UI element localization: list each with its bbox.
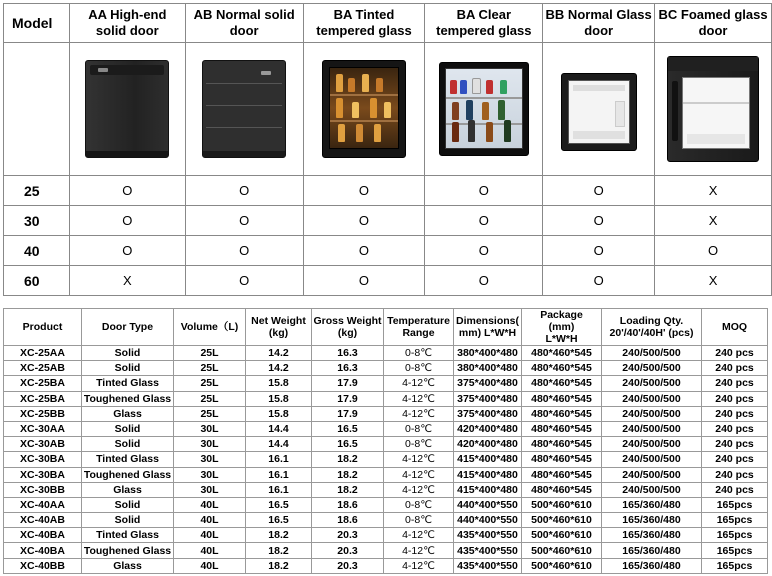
temperature-cell: 4-12℃ [384, 391, 454, 406]
availability-cell: O [425, 236, 543, 266]
package-cell: 500*460*610 [522, 497, 602, 512]
table-row [4, 406, 768, 421]
package-cell: 480*460*545 [522, 391, 602, 406]
column-header-ab: AB Normal solid door [185, 4, 303, 43]
column-header-bc: BC Foamed glass door [655, 4, 772, 43]
column-header-ba-tinted: BA Tinted tempered glass [303, 4, 425, 43]
product-cell: XC-40BA [4, 543, 82, 558]
temperature-cell: 0-8℃ [384, 421, 454, 436]
package-cell: 480*460*545 [522, 421, 602, 436]
table-row [4, 482, 768, 497]
gross-weight-cell: 17.9 [312, 391, 384, 406]
temperature-cell: 4-12℃ [384, 376, 454, 391]
net-weight-cell: 15.8 [246, 376, 312, 391]
fridge-solid-door-icon [185, 43, 303, 176]
door-type-cell: Solid [82, 346, 174, 361]
temperature-cell: 0-8℃ [384, 346, 454, 361]
door-type-cell: Solid [82, 421, 174, 436]
moq-cell: 240 pcs [702, 421, 768, 436]
volume-cell: 40L [174, 528, 246, 543]
column-header-aa: AA High-end solid door [69, 4, 185, 43]
net-weight-cell: 14.4 [246, 437, 312, 452]
loading-qty-cell: 165/360/480 [602, 528, 702, 543]
matrix-row-40 [4, 236, 772, 266]
matrix-header-row [4, 4, 772, 43]
fridge-solid-door-icon [69, 43, 185, 176]
net-weight-cell: 14.2 [246, 361, 312, 376]
door-type-cell: Tinted Glass [82, 452, 174, 467]
header-net-weight: Net Weight (kg) [246, 309, 312, 346]
volume-cell: 40L [174, 513, 246, 528]
gross-weight-cell: 17.9 [312, 406, 384, 421]
header-volume: Volume（L) [174, 309, 246, 346]
table-row [4, 421, 768, 436]
volume-cell: 30L [174, 467, 246, 482]
door-type-cell: Solid [82, 513, 174, 528]
gross-weight-cell: 20.3 [312, 558, 384, 573]
product-cell: XC-30BA [4, 452, 82, 467]
availability-cell: O [425, 176, 543, 206]
gross-weight-cell: 16.5 [312, 421, 384, 436]
net-weight-cell: 15.8 [246, 391, 312, 406]
temperature-cell: 4-12℃ [384, 543, 454, 558]
moq-cell: 240 pcs [702, 437, 768, 452]
gross-weight-cell: 16.3 [312, 361, 384, 376]
availability-cell: O [425, 266, 543, 296]
header-moq: MOQ [702, 309, 768, 346]
availability-cell: O [543, 266, 655, 296]
table-row [4, 528, 768, 543]
net-weight-cell: 16.1 [246, 452, 312, 467]
availability-cell: O [425, 206, 543, 236]
temperature-cell: 4-12℃ [384, 528, 454, 543]
product-cell: XC-30BB [4, 482, 82, 497]
dimensions-cell: 420*400*480 [454, 437, 522, 452]
column-header-bb: BB Normal Glass door [543, 4, 655, 43]
gross-weight-cell: 16.3 [312, 346, 384, 361]
gross-weight-cell: 18.2 [312, 452, 384, 467]
availability-cell: O [69, 176, 185, 206]
temperature-cell: 4-12℃ [384, 558, 454, 573]
dimensions-cell: 415*400*480 [454, 452, 522, 467]
availability-cell: O [543, 236, 655, 266]
temperature-cell: 4-12℃ [384, 467, 454, 482]
gross-weight-cell: 20.3 [312, 543, 384, 558]
table-row [4, 376, 768, 391]
dimensions-cell: 375*400*480 [454, 391, 522, 406]
table-row [4, 467, 768, 482]
matrix-row-25 [4, 176, 772, 206]
loading-qty-cell: 165/360/480 [602, 497, 702, 512]
temperature-cell: 4-12℃ [384, 452, 454, 467]
availability-cell: O [543, 176, 655, 206]
dimensions-cell: 380*400*480 [454, 346, 522, 361]
volume-cell: 25L [174, 376, 246, 391]
fridge-tinted-glass-icon [303, 43, 425, 176]
net-weight-cell: 16.5 [246, 513, 312, 528]
volume-cell: 40L [174, 543, 246, 558]
availability-cell: O [303, 206, 425, 236]
temperature-cell: 0-8℃ [384, 361, 454, 376]
volume-cell: 25L [174, 391, 246, 406]
moq-cell: 240 pcs [702, 346, 768, 361]
availability-cell: O [655, 236, 772, 266]
table-row [4, 543, 768, 558]
net-weight-cell: 16.5 [246, 497, 312, 512]
availability-cell: X [655, 266, 772, 296]
table-row [4, 391, 768, 406]
dimensions-cell: 440*400*550 [454, 497, 522, 512]
availability-cell: O [185, 266, 303, 296]
fridge-clear-glass-icon [425, 43, 543, 176]
product-cell: XC-30AA [4, 421, 82, 436]
moq-cell: 240 pcs [702, 361, 768, 376]
dimensions-cell: 375*400*480 [454, 376, 522, 391]
volume-cell: 30L [174, 482, 246, 497]
volume-cell: 30L [174, 452, 246, 467]
product-cell: XC-25BA [4, 391, 82, 406]
loading-qty-cell: 240/500/500 [602, 482, 702, 497]
product-cell: XC-40AA [4, 497, 82, 512]
package-cell: 480*460*545 [522, 437, 602, 452]
dimensions-cell: 375*400*480 [454, 406, 522, 421]
package-cell: 480*460*545 [522, 406, 602, 421]
net-weight-cell: 18.2 [246, 528, 312, 543]
gross-weight-cell: 17.9 [312, 376, 384, 391]
header-temperature-range: Temperature Range [384, 309, 454, 346]
net-weight-cell: 14.4 [246, 421, 312, 436]
table-row [4, 346, 768, 361]
table-row [4, 497, 768, 512]
availability-cell: O [69, 236, 185, 266]
dimensions-cell: 420*400*480 [454, 421, 522, 436]
net-weight-cell: 16.1 [246, 467, 312, 482]
specification-table [3, 308, 768, 574]
moq-cell: 165pcs [702, 543, 768, 558]
moq-cell: 240 pcs [702, 406, 768, 421]
product-cell: XC-25AB [4, 361, 82, 376]
volume-cell: 25L [174, 346, 246, 361]
moq-cell: 240 pcs [702, 452, 768, 467]
table-row [4, 558, 768, 573]
model-header: Model [4, 4, 70, 43]
door-type-cell: Tinted Glass [82, 528, 174, 543]
model-cell: 30 [4, 206, 70, 236]
loading-qty-cell: 240/500/500 [602, 452, 702, 467]
product-image-row [4, 43, 772, 176]
model-door-matrix [3, 3, 772, 296]
availability-cell: X [655, 206, 772, 236]
dimensions-cell: 380*400*480 [454, 361, 522, 376]
package-cell: 500*460*610 [522, 558, 602, 573]
door-type-cell: Glass [82, 558, 174, 573]
package-cell: 500*460*610 [522, 528, 602, 543]
table-row [4, 452, 768, 467]
header-gross-weight: Gross Weight (kg) [312, 309, 384, 346]
table-row [4, 513, 768, 528]
package-cell: 480*460*545 [522, 346, 602, 361]
dimensions-cell: 415*400*480 [454, 467, 522, 482]
door-type-cell: Tinted Glass [82, 376, 174, 391]
availability-cell: O [185, 176, 303, 206]
dimensions-cell: 415*400*480 [454, 482, 522, 497]
package-cell: 480*460*545 [522, 467, 602, 482]
table-row [4, 437, 768, 452]
volume-cell: 40L [174, 497, 246, 512]
model-cell: 40 [4, 236, 70, 266]
temperature-cell: 4-12℃ [384, 406, 454, 421]
fridge-open-interior-icon [543, 43, 655, 176]
door-type-cell: Toughened Glass [82, 467, 174, 482]
dimensions-cell: 435*400*550 [454, 528, 522, 543]
door-type-cell: Solid [82, 361, 174, 376]
temperature-cell: 0-8℃ [384, 437, 454, 452]
volume-cell: 25L [174, 361, 246, 376]
loading-qty-cell: 165/360/480 [602, 543, 702, 558]
net-weight-cell: 15.8 [246, 406, 312, 421]
loading-qty-cell: 240/500/500 [602, 346, 702, 361]
loading-qty-cell: 240/500/500 [602, 421, 702, 436]
net-weight-cell: 14.2 [246, 346, 312, 361]
product-cell: XC-25AA [4, 346, 82, 361]
gross-weight-cell: 18.2 [312, 482, 384, 497]
product-cell: XC-30AB [4, 437, 82, 452]
empty-cell [4, 43, 70, 176]
availability-cell: O [185, 206, 303, 236]
volume-cell: 25L [174, 406, 246, 421]
spec-body [4, 346, 768, 574]
door-type-cell: Solid [82, 497, 174, 512]
package-cell: 500*460*610 [522, 543, 602, 558]
gross-weight-cell: 16.5 [312, 437, 384, 452]
gross-weight-cell: 18.6 [312, 513, 384, 528]
moq-cell: 240 pcs [702, 376, 768, 391]
dimensions-cell: 435*400*550 [454, 543, 522, 558]
loading-qty-cell: 240/500/500 [602, 361, 702, 376]
door-type-cell: Toughened Glass [82, 543, 174, 558]
net-weight-cell: 18.2 [246, 543, 312, 558]
package-cell: 480*460*545 [522, 376, 602, 391]
gross-weight-cell: 20.3 [312, 528, 384, 543]
header-dimensions: Dimensions( mm) L*W*H [454, 309, 522, 346]
moq-cell: 240 pcs [702, 467, 768, 482]
package-cell: 480*460*545 [522, 482, 602, 497]
product-cell: XC-25BA [4, 376, 82, 391]
door-type-cell: Glass [82, 482, 174, 497]
product-cell: XC-25BB [4, 406, 82, 421]
moq-cell: 165pcs [702, 497, 768, 512]
matrix-row-30 [4, 206, 772, 236]
header-package: Package (mm) L*W*H [522, 309, 602, 346]
moq-cell: 165pcs [702, 513, 768, 528]
gross-weight-cell: 18.2 [312, 467, 384, 482]
product-cell: XC-40BB [4, 558, 82, 573]
loading-qty-cell: 240/500/500 [602, 437, 702, 452]
fridge-foamed-glass-icon [655, 43, 772, 176]
gross-weight-cell: 18.6 [312, 497, 384, 512]
loading-qty-cell: 240/500/500 [602, 376, 702, 391]
temperature-cell: 4-12℃ [384, 482, 454, 497]
moq-cell: 165pcs [702, 528, 768, 543]
dimensions-cell: 435*400*550 [454, 558, 522, 573]
availability-cell: X [655, 176, 772, 206]
temperature-cell: 0-8℃ [384, 497, 454, 512]
header-product: Product [4, 309, 82, 346]
door-type-cell: Glass [82, 406, 174, 421]
package-cell: 480*460*545 [522, 452, 602, 467]
model-cell: 25 [4, 176, 70, 206]
loading-qty-cell: 165/360/480 [602, 558, 702, 573]
model-cell: 60 [4, 266, 70, 296]
moq-cell: 165pcs [702, 558, 768, 573]
loading-qty-cell: 240/500/500 [602, 406, 702, 421]
loading-qty-cell: 165/360/480 [602, 513, 702, 528]
volume-cell: 30L [174, 437, 246, 452]
dimensions-cell: 440*400*550 [454, 513, 522, 528]
volume-cell: 30L [174, 421, 246, 436]
spec-header-row [4, 309, 768, 346]
availability-cell: O [543, 206, 655, 236]
table-row [4, 361, 768, 376]
header-loading-qty: Loading Qty. 20'/40'/40H' (pcs) [602, 309, 702, 346]
product-cell: XC-40BA [4, 528, 82, 543]
door-type-cell: Toughened Glass [82, 391, 174, 406]
availability-cell: O [303, 236, 425, 266]
product-cell: XC-30BA [4, 467, 82, 482]
availability-cell: O [303, 266, 425, 296]
net-weight-cell: 18.2 [246, 558, 312, 573]
matrix-row-60 [4, 266, 772, 296]
availability-cell: O [303, 176, 425, 206]
availability-cell: X [69, 266, 185, 296]
column-header-ba-clear: BA Clear tempered glass [425, 4, 543, 43]
loading-qty-cell: 240/500/500 [602, 467, 702, 482]
moq-cell: 240 pcs [702, 391, 768, 406]
availability-cell: O [69, 206, 185, 236]
net-weight-cell: 16.1 [246, 482, 312, 497]
package-cell: 480*460*545 [522, 361, 602, 376]
temperature-cell: 0-8℃ [384, 513, 454, 528]
loading-qty-cell: 240/500/500 [602, 391, 702, 406]
product-cell: XC-40AB [4, 513, 82, 528]
door-type-cell: Solid [82, 437, 174, 452]
volume-cell: 40L [174, 558, 246, 573]
package-cell: 500*460*610 [522, 513, 602, 528]
availability-cell: O [185, 236, 303, 266]
moq-cell: 240 pcs [702, 482, 768, 497]
header-door-type: Door Type [82, 309, 174, 346]
